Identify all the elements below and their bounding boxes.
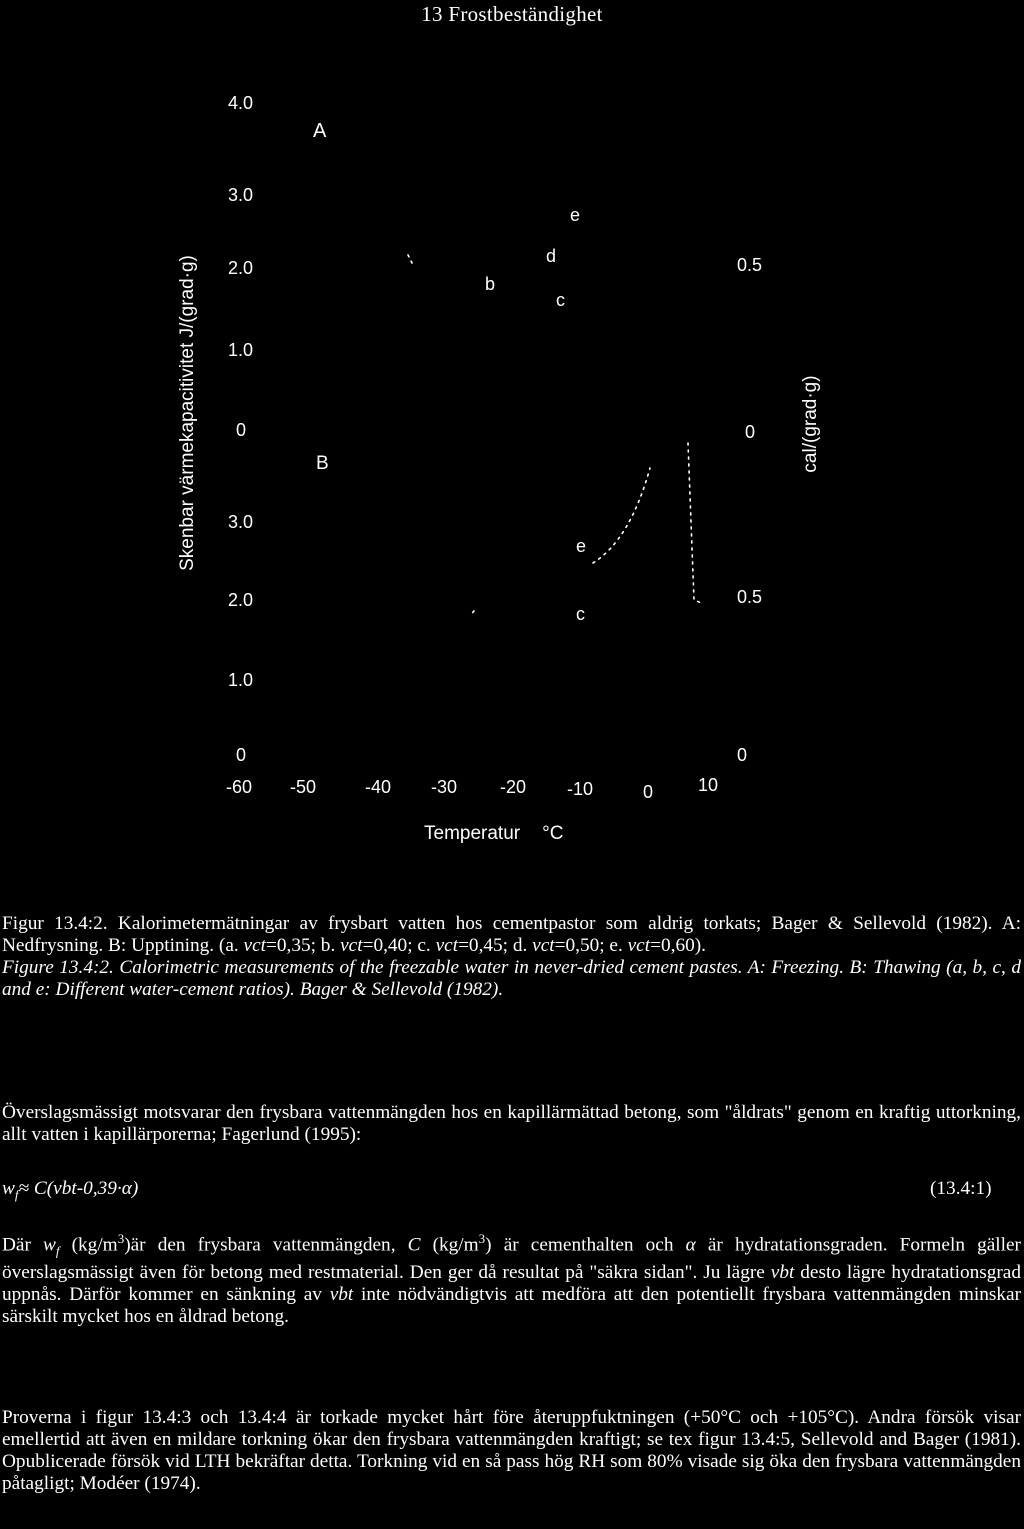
x-tick-minus10: -10: [567, 779, 594, 799]
y-axis-title-right: cal/(grad·g): [800, 375, 821, 473]
curve-label-a-e: e: [570, 205, 581, 225]
tick-right-b-05: 0.5: [737, 587, 763, 607]
tick-left-b-2: 2.0: [228, 590, 254, 610]
panel-label-b: B: [316, 453, 329, 474]
curve-label-a-b: b: [485, 274, 496, 294]
curve-label-b-c: c: [576, 604, 585, 624]
caption-swedish: Figur 13.4:2. Kalorimetermätningar av frysbart vatten hos cementpastor som aldrig torkats; Bager & Sellevold (1982). A: Nedfrysning. B: Upptining. (a. vct=0,35; b. vct=0,40; c. vct=0,45; d. vct=0,50; e. vct=0,60).: [2, 913, 1021, 956]
curve-label-a-c: c: [556, 290, 565, 310]
tick-right-a-0: 0: [745, 422, 756, 442]
page-header: 13 Frostbeständighet: [421, 2, 603, 26]
trace-b-e: [593, 468, 650, 563]
x-tick-minus30: -30: [431, 777, 458, 797]
equation: $w_f\approx C(vbt-0,39\cdot\alpha)$: [2, 1178, 139, 1202]
trace-b-left: [470, 611, 474, 616]
x-axis-title-text: Temperatur: [424, 823, 521, 844]
x-tick-10: 10: [698, 775, 719, 795]
tick-right-a-05: 0.5: [737, 255, 763, 275]
x-tick-minus60: -60: [226, 777, 253, 797]
tick-right-b-0: 0: [737, 745, 748, 765]
tick-left-b-0: 0: [236, 745, 247, 765]
tick-left-a-2: 2.0: [228, 258, 254, 278]
panel-label-a: A: [313, 120, 327, 142]
x-axis-unit: °C: [542, 823, 564, 844]
curve-label-b-e: e: [576, 536, 587, 556]
body-paragraph-2: Där $w_f$ $(kg/m^3)är$ den frysbara vattenmängden, C $(kg/m^3)$ är cementhalten och α är hydratationsgraden. Formeln gäller överslagsmässigt även för betong med restmaterial. Den ger då resultat på "säkra sidan". Ju lägre vbt desto lägre hydratationsgrad uppnås. Därför kommer en sänkning av vbt inte nödvändigtvis att medföra att den potentiellt frysbara vattenmängden minskar särskilt mycket hos en åldrad betong.: [2, 1231, 1021, 1328]
tick-left-a-1: 1.0: [228, 340, 254, 360]
tick-left-a-0: 0: [236, 420, 247, 440]
x-axis-title: [424, 823, 563, 845]
x-tick-minus50: -50: [290, 777, 317, 797]
x-tick-minus20: -20: [500, 777, 527, 797]
x-tick-0: 0: [643, 782, 654, 802]
y-axis-title-left: Skenbar värmekapacitivitet J/(grad·g): [177, 255, 198, 571]
equation-number: (13.4:1): [930, 1178, 992, 1199]
trace-b-right: [688, 443, 704, 604]
tick-left-b-3: 3.0: [228, 512, 254, 532]
tick-left-a-4: 4.0: [228, 93, 254, 113]
trace-a-left: [408, 255, 412, 263]
x-tick-minus40: -40: [365, 777, 392, 797]
caption-english: Figure 13.4:2. Calorimetric measurements of the freezable water in never-dried cement pastes. A: Freezing. B: Thawing (a, b, c, d and e: Different water-cement ratios). Bager & Sellevold (1982).: [2, 957, 1021, 1000]
body-paragraph-1: Överslagsmässigt motsvarar den frysbara vattenmängden hos en kapillärmättad betong, som "åldrats" genom en kraftig uttorkning, allt vatten i kapillärporerna; Fagerlund (1995):: [2, 1102, 1021, 1145]
curve-label-a-d: d: [546, 246, 557, 266]
tick-left-a-3: 3.0: [228, 185, 254, 205]
tick-left-b-1: 1.0: [228, 670, 254, 690]
body-paragraph-3: Proverna i figur 13.4:3 och 13.4:4 är torkade mycket hårt före återuppfuktningen (+50°C och +105°C). Andra försök visar emellertid att även en mildare torkning ökar den frysbara vattenmängden kraftigt; se tex figur 13.4:5, Sellevold and Bager (1981). Opublicerade försök vid LTH bekräftar detta. Torkning vid en så pass hög RH som 80% visade sig öka den frysbara vattenmängden påtagligt; Modéer (1974).: [2, 1407, 1021, 1494]
figure-caption: [2, 913, 1021, 1001]
